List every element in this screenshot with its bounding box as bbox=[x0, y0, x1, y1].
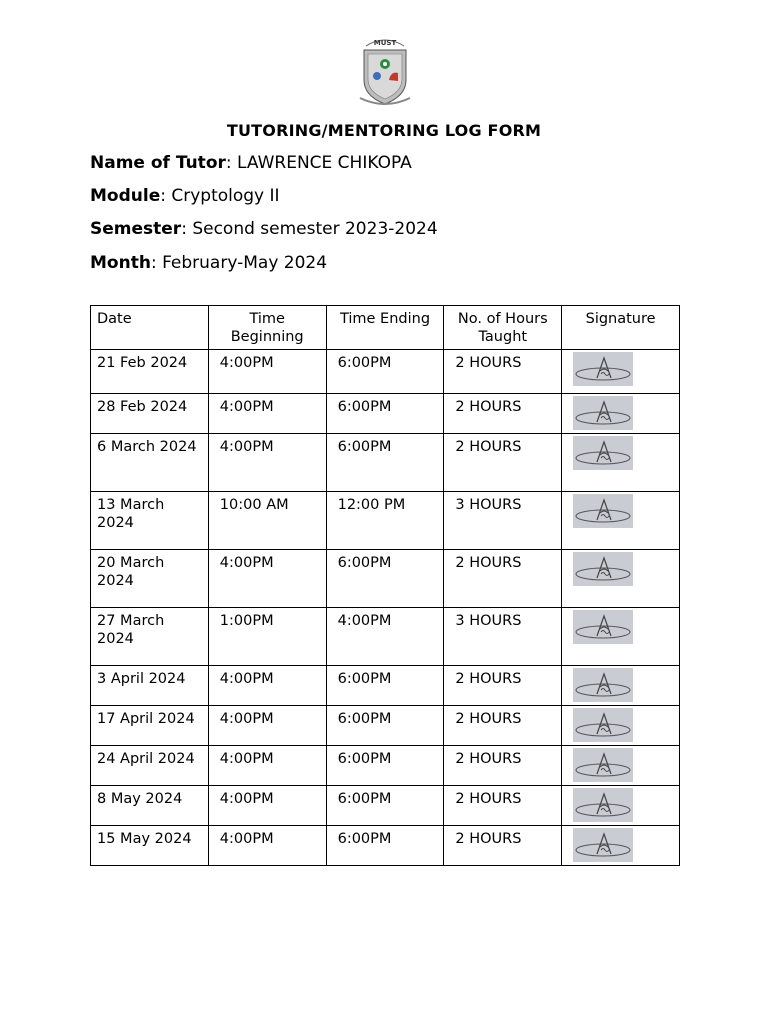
signature-cell bbox=[562, 350, 680, 394]
signature-cell bbox=[562, 666, 680, 706]
date-cell: 17 April 2024 bbox=[91, 706, 209, 746]
month-value: : February-May 2024 bbox=[150, 253, 328, 273]
table-row bbox=[91, 550, 680, 608]
signature-image bbox=[573, 436, 633, 470]
signature-cell bbox=[562, 746, 680, 786]
date-cell: 15 May 2024 bbox=[91, 826, 209, 866]
hours-cell: 3 HOURS bbox=[444, 492, 562, 550]
table-row bbox=[91, 786, 680, 826]
semester-field bbox=[90, 219, 438, 239]
hours-cell: 2 HOURS bbox=[444, 786, 562, 826]
crest-text: MUST bbox=[373, 39, 397, 47]
module-label: Module bbox=[90, 186, 161, 206]
table-body bbox=[91, 350, 680, 866]
time-beginning-cell: 4:00PM bbox=[208, 350, 326, 394]
tutor-name-label: Name of Tutor bbox=[90, 153, 226, 173]
hours-cell: 2 HOURS bbox=[444, 746, 562, 786]
time-ending-cell: 6:00PM bbox=[326, 746, 444, 786]
month-label: Month bbox=[90, 253, 151, 273]
semester-label: Semester bbox=[90, 219, 182, 239]
signature-image bbox=[573, 708, 633, 742]
time-beginning-cell: 4:00PM bbox=[208, 746, 326, 786]
hours-cell: 2 HOURS bbox=[444, 706, 562, 746]
signature-cell bbox=[562, 394, 680, 434]
time-beginning-cell: 4:00PM bbox=[208, 826, 326, 866]
time-ending-cell: 6:00PM bbox=[326, 550, 444, 608]
header-signature: Signature bbox=[562, 306, 680, 350]
time-beginning-cell: 4:00PM bbox=[208, 666, 326, 706]
time-beginning-cell: 4:00PM bbox=[208, 434, 326, 492]
signature-image bbox=[573, 610, 633, 644]
time-beginning-cell: 1:00PM bbox=[208, 608, 326, 666]
signature-image bbox=[573, 352, 633, 386]
signature-cell bbox=[562, 608, 680, 666]
hours-cell: 2 HOURS bbox=[444, 550, 562, 608]
date-cell: 20 March 2024 bbox=[91, 550, 209, 608]
time-ending-cell: 4:00PM bbox=[326, 608, 444, 666]
tutor-name-value: : LAWRENCE CHIKOPA bbox=[225, 153, 412, 173]
time-ending-cell: 6:00PM bbox=[326, 706, 444, 746]
time-ending-cell: 6:00PM bbox=[326, 350, 444, 394]
table-row bbox=[91, 826, 680, 866]
table-row bbox=[91, 434, 680, 492]
signature-image bbox=[573, 552, 633, 586]
signature-cell bbox=[562, 706, 680, 746]
date-cell: 27 March 2024 bbox=[91, 608, 209, 666]
time-ending-cell: 6:00PM bbox=[326, 394, 444, 434]
date-cell: 3 April 2024 bbox=[91, 666, 209, 706]
time-ending-cell: 6:00PM bbox=[326, 826, 444, 866]
signature-image bbox=[573, 494, 633, 528]
signature-image bbox=[573, 788, 633, 822]
hours-cell: 2 HOURS bbox=[444, 394, 562, 434]
table-row bbox=[91, 350, 680, 394]
semester-value: : Second semester 2023-2024 bbox=[181, 219, 438, 239]
hours-cell: 2 HOURS bbox=[444, 826, 562, 866]
form-title: TUTORING/MENTORING LOG FORM bbox=[226, 121, 542, 140]
date-cell: 24 April 2024 bbox=[91, 746, 209, 786]
header-time-beginning: Time Beginning bbox=[208, 306, 326, 350]
signature-image bbox=[573, 668, 633, 702]
table-row bbox=[91, 706, 680, 746]
hours-cell: 2 HOURS bbox=[444, 666, 562, 706]
month-field bbox=[90, 253, 327, 273]
signature-cell bbox=[562, 434, 680, 492]
date-cell: 6 March 2024 bbox=[91, 434, 209, 492]
university-crest-icon bbox=[358, 36, 412, 108]
table-header-row bbox=[91, 306, 680, 350]
time-beginning-cell: 4:00PM bbox=[208, 394, 326, 434]
time-beginning-cell: 4:00PM bbox=[208, 786, 326, 826]
hours-cell: 2 HOURS bbox=[444, 350, 562, 394]
header-hours-taught: No. of Hours Taught bbox=[444, 306, 562, 350]
table-row bbox=[91, 492, 680, 550]
signature-cell bbox=[562, 826, 680, 866]
time-ending-cell: 12:00 PM bbox=[326, 492, 444, 550]
signature-cell bbox=[562, 786, 680, 826]
table-row bbox=[91, 666, 680, 706]
time-beginning-cell: 10:00 AM bbox=[208, 492, 326, 550]
hours-cell: 3 HOURS bbox=[444, 608, 562, 666]
module-field bbox=[90, 186, 280, 206]
signature-image bbox=[573, 748, 633, 782]
table-row bbox=[91, 608, 680, 666]
signature-image bbox=[573, 828, 633, 862]
date-cell: 13 March 2024 bbox=[91, 492, 209, 550]
tutor-name-field bbox=[90, 153, 412, 173]
date-cell: 21 Feb 2024 bbox=[91, 350, 209, 394]
tutoring-log-table bbox=[90, 305, 680, 866]
table-row bbox=[91, 746, 680, 786]
module-value: : Cryptology II bbox=[160, 186, 280, 206]
time-beginning-cell: 4:00PM bbox=[208, 706, 326, 746]
date-cell: 8 May 2024 bbox=[91, 786, 209, 826]
signature-image bbox=[573, 396, 633, 430]
time-ending-cell: 6:00PM bbox=[326, 666, 444, 706]
signature-cell bbox=[562, 492, 680, 550]
date-cell: 28 Feb 2024 bbox=[91, 394, 209, 434]
header-time-ending: Time Ending bbox=[326, 306, 444, 350]
hours-cell: 2 HOURS bbox=[444, 434, 562, 492]
time-ending-cell: 6:00PM bbox=[326, 434, 444, 492]
signature-cell bbox=[562, 550, 680, 608]
time-ending-cell: 6:00PM bbox=[326, 786, 444, 826]
header-date: Date bbox=[91, 306, 209, 350]
table-row bbox=[91, 394, 680, 434]
time-beginning-cell: 4:00PM bbox=[208, 550, 326, 608]
